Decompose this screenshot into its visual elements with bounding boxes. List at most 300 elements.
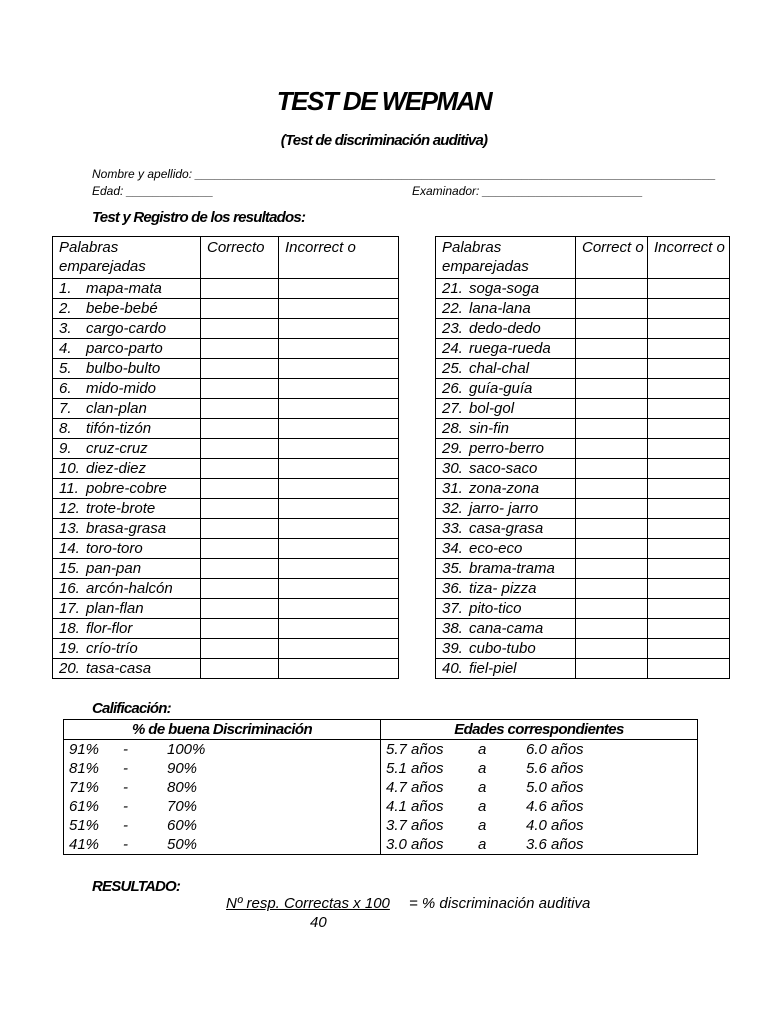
age-field[interactable]: Edad: _____________ (92, 184, 214, 198)
age-a: a (478, 760, 487, 777)
word-pair-cell (53, 539, 201, 559)
table-row (436, 499, 730, 519)
item-number: 39. (442, 640, 463, 657)
incorrect-cell[interactable] (279, 499, 399, 519)
percent-to: 80% (167, 779, 198, 796)
grading-row (64, 816, 698, 835)
word-pair: bulbo-bulto (86, 360, 161, 377)
word-pair: toro-toro (86, 540, 143, 557)
word-pair: trote-brote (86, 500, 156, 517)
correct-cell[interactable] (201, 299, 279, 319)
table-row (53, 519, 399, 539)
correct-cell[interactable] (576, 639, 648, 659)
table-row (436, 479, 730, 499)
percent-from: 71% (69, 779, 100, 796)
incorrect-cell[interactable] (648, 499, 730, 519)
incorrect-cell[interactable] (279, 459, 399, 479)
section-title: Test y Registro de los resultados: (92, 209, 306, 226)
age-range-cell (381, 778, 698, 797)
percent-dash: - (123, 817, 128, 834)
item-number: 35. (442, 560, 463, 577)
incorrect-header: Incorrect o (648, 237, 730, 279)
incorrect-cell[interactable] (279, 439, 399, 459)
item-number: 22. (442, 300, 463, 317)
formula-equals: = % discriminación auditiva (409, 895, 591, 912)
incorrect-cell[interactable] (648, 319, 730, 339)
table-row (53, 479, 399, 499)
item-number: 29. (442, 440, 463, 457)
percent-from: 91% (69, 741, 100, 758)
age-age-to: 3.6 años (526, 836, 584, 853)
correct-cell[interactable] (201, 379, 279, 399)
table-row (436, 579, 730, 599)
incorrect-cell[interactable] (648, 439, 730, 459)
correct-cell[interactable] (576, 599, 648, 619)
grading-row (64, 835, 698, 855)
correct-cell[interactable] (201, 519, 279, 539)
incorrect-cell[interactable] (279, 319, 399, 339)
item-number: 14. (59, 540, 80, 557)
correct-cell[interactable] (576, 559, 648, 579)
table-row (436, 299, 730, 319)
correct-cell[interactable] (576, 479, 648, 499)
item-number: 30. (442, 460, 463, 477)
incorrect-cell[interactable] (648, 299, 730, 319)
table-row (436, 459, 730, 479)
correct-cell[interactable] (576, 279, 648, 299)
age-a: a (478, 741, 487, 758)
correct-cell[interactable] (576, 359, 648, 379)
table-row (436, 419, 730, 439)
word-pair-cell (436, 639, 576, 659)
word-pair-cell (436, 399, 576, 419)
item-number: 33. (442, 520, 463, 537)
word-pair: cargo-cardo (86, 320, 167, 337)
table-row (436, 519, 730, 539)
item-number: 15. (59, 560, 80, 577)
table-row (53, 339, 399, 359)
word-pair: plan-flan (86, 600, 144, 617)
item-number: 16. (59, 580, 80, 597)
word-pair-cell (436, 459, 576, 479)
word-pair: ruega-rueda (469, 340, 551, 357)
item-number: 4. (59, 340, 72, 357)
word-pair-cell (53, 279, 201, 299)
percent-from: 51% (69, 817, 100, 834)
correct-cell[interactable] (576, 579, 648, 599)
item-number: 32. (442, 500, 463, 517)
incorrect-cell[interactable] (648, 399, 730, 419)
item-number: 25. (442, 360, 463, 377)
word-pair: lana-lana (469, 300, 531, 317)
item-number: 21. (442, 280, 463, 297)
table-row (436, 319, 730, 339)
incorrect-header: Incorrect o (279, 237, 399, 279)
age-a: a (478, 779, 487, 796)
word-pair: dedo-dedo (469, 320, 541, 337)
table-row (53, 399, 399, 419)
ages-header: Edades correspondientes (381, 720, 698, 740)
age-range-cell (381, 797, 698, 816)
formula-denominator: 40 (310, 914, 327, 931)
word-pair-cell (436, 279, 576, 299)
word-pair-cell (53, 319, 201, 339)
grading-row (64, 759, 698, 778)
correct-cell[interactable] (201, 499, 279, 519)
incorrect-cell[interactable] (279, 639, 399, 659)
item-number: 26. (442, 380, 463, 397)
word-pair: tiza- pizza (469, 580, 537, 597)
page-subtitle: (Test de discriminación auditiva) (280, 132, 488, 149)
age-a: a (478, 836, 487, 853)
correct-cell[interactable] (201, 639, 279, 659)
item-number: 8. (59, 420, 72, 437)
age-range-cell (381, 740, 698, 760)
word-pair-cell (53, 619, 201, 639)
word-pair: brasa-grasa (86, 520, 167, 537)
incorrect-cell[interactable] (648, 359, 730, 379)
age-range-cell (381, 816, 698, 835)
correct-cell[interactable] (201, 419, 279, 439)
word-pair: jarro- jarro (469, 500, 539, 517)
item-number: 37. (442, 600, 463, 617)
percent-dash: - (123, 760, 128, 777)
percent-range-cell (64, 740, 381, 760)
word-pair-cell (53, 499, 201, 519)
grading-title: Calificación: (92, 700, 171, 717)
incorrect-cell[interactable] (279, 359, 399, 379)
word-pair-cell (53, 599, 201, 619)
correct-cell[interactable] (201, 459, 279, 479)
word-pair-cell (53, 459, 201, 479)
table-row (436, 339, 730, 359)
word-pair-cell (53, 439, 201, 459)
word-pair-cell (436, 479, 576, 499)
item-number: 11. (59, 480, 79, 497)
table-row (436, 659, 730, 679)
incorrect-cell[interactable] (279, 559, 399, 579)
word-pair: bol-gol (469, 400, 515, 417)
correct-cell[interactable] (576, 659, 648, 679)
item-number: 23. (442, 320, 463, 337)
correct-cell[interactable] (576, 439, 648, 459)
table-header-row (436, 237, 730, 279)
word-pair: diez-diez (86, 460, 147, 477)
percent-to: 90% (167, 760, 198, 777)
grading-row (64, 740, 698, 760)
word-pair: arcón-halcón (86, 580, 173, 597)
correct-cell[interactable] (201, 619, 279, 639)
incorrect-cell[interactable] (279, 479, 399, 499)
word-pair-cell (53, 579, 201, 599)
word-pair-cell (436, 539, 576, 559)
correct-cell[interactable] (201, 359, 279, 379)
word-pair: eco-eco (469, 540, 523, 557)
table-row (53, 579, 399, 599)
correct-cell[interactable] (576, 519, 648, 539)
percent-to: 60% (167, 817, 198, 834)
table-row (53, 359, 399, 379)
percent-to: 50% (167, 836, 198, 853)
correct-header: Correcto (201, 237, 279, 279)
item-number: 36. (442, 580, 463, 597)
grading-table (63, 719, 698, 855)
incorrect-cell[interactable] (279, 659, 399, 679)
item-number: 40. (442, 660, 463, 677)
word-pair-cell (53, 639, 201, 659)
item-number: 2. (59, 300, 72, 317)
item-number: 24. (442, 340, 463, 357)
item-number: 6. (59, 380, 72, 397)
item-number: 27. (442, 400, 463, 417)
words-header: Palabras emparejadas (53, 237, 201, 279)
word-pair: mido-mido (86, 380, 157, 397)
incorrect-cell[interactable] (648, 559, 730, 579)
age-range-cell (381, 759, 698, 778)
percent-dash: - (123, 741, 128, 758)
age-range-cell (381, 835, 698, 855)
word-pair-cell (53, 659, 201, 679)
word-pair-cell (436, 579, 576, 599)
correct-cell[interactable] (201, 339, 279, 359)
incorrect-cell[interactable] (648, 479, 730, 499)
percent-dash: - (123, 779, 128, 796)
word-pair: pan-pan (86, 560, 142, 577)
table-row (53, 559, 399, 579)
table-row (53, 459, 399, 479)
table-row (53, 279, 399, 299)
incorrect-cell[interactable] (648, 419, 730, 439)
table-row (53, 599, 399, 619)
word-pair: cubo-tubo (469, 640, 536, 657)
percent-from: 61% (69, 798, 100, 815)
table-row (53, 639, 399, 659)
incorrect-cell[interactable] (648, 459, 730, 479)
incorrect-cell[interactable] (279, 619, 399, 639)
word-pair: chal-chal (469, 360, 530, 377)
item-number: 31. (442, 480, 463, 497)
result-title: RESULTADO: (92, 878, 181, 895)
table-row (436, 399, 730, 419)
correct-cell[interactable] (201, 399, 279, 419)
table-row (436, 539, 730, 559)
correct-cell[interactable] (576, 539, 648, 559)
correct-cell[interactable] (576, 299, 648, 319)
word-pair: bebe-bebé (86, 300, 158, 317)
correct-cell[interactable] (576, 499, 648, 519)
item-number: 13. (59, 520, 80, 537)
correct-header: Correct o (576, 237, 648, 279)
table-row (436, 559, 730, 579)
word-pair-cell (436, 339, 576, 359)
table-row (436, 439, 730, 459)
incorrect-cell[interactable] (279, 299, 399, 319)
word-pair: flor-flor (86, 620, 133, 637)
age-age-to: 4.0 años (526, 817, 584, 834)
word-pair-cell (53, 359, 201, 379)
incorrect-cell[interactable] (279, 419, 399, 439)
correct-cell[interactable] (576, 319, 648, 339)
correct-cell[interactable] (201, 279, 279, 299)
word-pair: cruz-cruz (86, 440, 148, 457)
word-pair-cell (436, 559, 576, 579)
correct-cell[interactable] (576, 459, 648, 479)
incorrect-cell[interactable] (279, 519, 399, 539)
age-age-from: 5.1 años (386, 760, 444, 777)
item-number: 19. (59, 640, 80, 657)
discrimination-header: % de buena Discriminación (64, 720, 381, 740)
age-age-to: 5.6 años (526, 760, 584, 777)
word-pair-cell (53, 299, 201, 319)
correct-cell[interactable] (201, 559, 279, 579)
age-age-from: 5.7 años (386, 741, 444, 758)
words-header: Palabras emparejadas (436, 237, 576, 279)
item-number: 17. (59, 600, 80, 617)
word-pair: pobre-cobre (86, 480, 167, 497)
incorrect-cell[interactable] (648, 539, 730, 559)
item-number: 9. (59, 440, 72, 457)
table-row (53, 319, 399, 339)
word-pair-cell (436, 359, 576, 379)
age-age-from: 4.1 años (386, 798, 444, 815)
age-age-from: 3.7 años (386, 817, 444, 834)
item-number: 1. (59, 280, 72, 297)
correct-cell[interactable] (201, 319, 279, 339)
correct-cell[interactable] (201, 539, 279, 559)
table-header-row (53, 237, 399, 279)
word-pair-cell (53, 479, 201, 499)
table-row (436, 279, 730, 299)
word-pair-cell (53, 339, 201, 359)
correct-cell[interactable] (576, 619, 648, 639)
incorrect-cell[interactable] (648, 659, 730, 679)
percent-range-cell (64, 835, 381, 855)
grading-row (64, 797, 698, 816)
age-a: a (478, 817, 487, 834)
word-pair-cell (436, 519, 576, 539)
correct-cell[interactable] (576, 339, 648, 359)
word-pair: saco-saco (469, 460, 538, 477)
word-pair: cana-cama (469, 620, 544, 637)
word-pair-cell (53, 519, 201, 539)
table-row (436, 599, 730, 619)
percent-dash: - (123, 836, 128, 853)
incorrect-cell[interactable] (279, 339, 399, 359)
correct-cell[interactable] (201, 579, 279, 599)
incorrect-cell[interactable] (279, 539, 399, 559)
page-title: TEST DE WEPMAN (276, 86, 492, 116)
table-row (53, 439, 399, 459)
percent-from: 41% (69, 836, 100, 853)
percent-from: 81% (69, 760, 100, 777)
word-pair-cell (53, 399, 201, 419)
correct-cell[interactable] (576, 419, 648, 439)
age-age-to: 6.0 años (526, 741, 584, 758)
word-pair-cell (436, 299, 576, 319)
formula-numerator: Nº resp. Correctas x 100 (226, 895, 390, 912)
incorrect-cell[interactable] (648, 619, 730, 639)
item-number: 28. (442, 420, 463, 437)
table-row (436, 619, 730, 639)
item-number: 34. (442, 540, 463, 557)
correct-cell[interactable] (576, 399, 648, 419)
percent-to: 70% (167, 798, 198, 815)
incorrect-cell[interactable] (279, 599, 399, 619)
percent-dash: - (123, 798, 128, 815)
incorrect-cell[interactable] (279, 279, 399, 299)
word-pair: soga-soga (469, 280, 540, 297)
incorrect-cell[interactable] (279, 579, 399, 599)
percent-range-cell (64, 816, 381, 835)
correct-cell[interactable] (201, 479, 279, 499)
item-number: 5. (59, 360, 72, 377)
table-row (53, 619, 399, 639)
word-pair: crío-trío (86, 640, 138, 657)
grading-row (64, 778, 698, 797)
table-row (436, 639, 730, 659)
percent-to: 100% (167, 741, 206, 758)
item-number: 20. (59, 660, 80, 677)
left-results-table (52, 236, 399, 679)
grading-header-row (64, 720, 698, 740)
age-a: a (478, 798, 487, 815)
item-number: 38. (442, 620, 463, 637)
examiner-field[interactable]: Examinador: ________________________ (412, 184, 643, 198)
name-field[interactable]: Nombre y apellido: ______________________________________________________________________________ (92, 167, 716, 181)
word-pair-cell (53, 559, 201, 579)
age-age-from: 3.0 años (386, 836, 444, 853)
item-number: 10. (59, 460, 80, 477)
percent-range-cell (64, 797, 381, 816)
incorrect-cell[interactable] (279, 399, 399, 419)
word-pair: sin-fin (469, 420, 510, 437)
incorrect-cell[interactable] (648, 379, 730, 399)
correct-cell[interactable] (201, 599, 279, 619)
incorrect-cell[interactable] (648, 339, 730, 359)
table-row (53, 499, 399, 519)
incorrect-cell[interactable] (648, 279, 730, 299)
item-number: 12. (59, 500, 80, 517)
item-number: 18. (59, 620, 80, 637)
word-pair: guía-guía (469, 380, 533, 397)
correct-cell[interactable] (201, 439, 279, 459)
word-pair-cell (436, 319, 576, 339)
correct-cell[interactable] (201, 659, 279, 679)
word-pair-cell (53, 419, 201, 439)
incorrect-cell[interactable] (279, 379, 399, 399)
incorrect-cell[interactable] (648, 599, 730, 619)
table-row (436, 379, 730, 399)
word-pair-cell (436, 619, 576, 639)
item-number: 7. (59, 400, 72, 417)
table-row (436, 359, 730, 379)
table-row (53, 419, 399, 439)
word-pair-cell (436, 439, 576, 459)
table-row (53, 299, 399, 319)
word-pair-cell (436, 599, 576, 619)
incorrect-cell[interactable] (648, 579, 730, 599)
word-pair-cell (436, 419, 576, 439)
correct-cell[interactable] (576, 379, 648, 399)
word-pair: tasa-casa (86, 660, 152, 677)
word-pair: casa-grasa (469, 520, 544, 537)
incorrect-cell[interactable] (648, 639, 730, 659)
word-pair: clan-plan (86, 400, 147, 417)
word-pair: fiel-piel (469, 660, 517, 677)
word-pair: mapa-mata (86, 280, 162, 297)
percent-range-cell (64, 778, 381, 797)
incorrect-cell[interactable] (648, 519, 730, 539)
